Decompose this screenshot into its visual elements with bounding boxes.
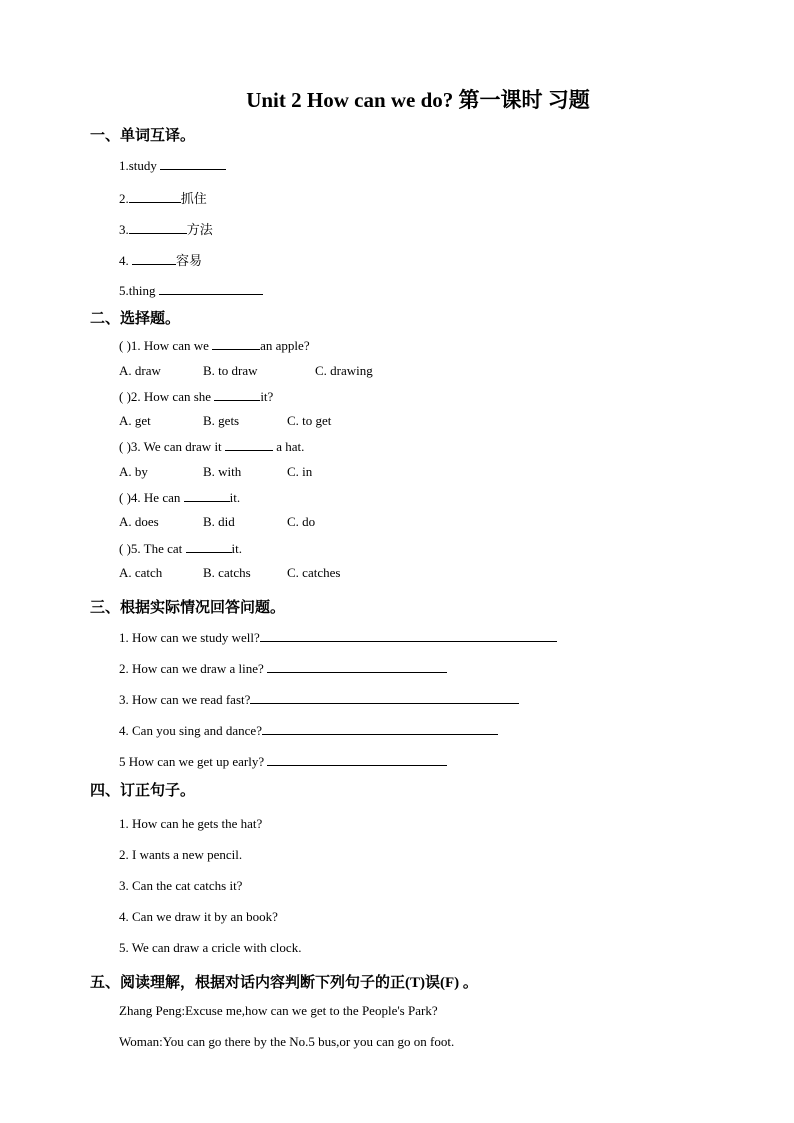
vocab-item-3-num: 3.: [119, 222, 129, 237]
question-4-tail: it.: [229, 490, 241, 505]
correction-item: 4. Can we draw it by an book?: [119, 909, 278, 924]
dialogue-line-2: Woman:You can go there by the No.5 bus,or you can go on foot.: [119, 1034, 455, 1049]
question-4: [119, 489, 240, 506]
answer-blank[interactable]: [267, 660, 447, 673]
answer-question-3-text: 3. How can we read fast?: [119, 692, 251, 707]
option-a[interactable]: A. catch: [119, 565, 163, 580]
answer-blank[interactable]: [160, 157, 226, 170]
answer-question-1-text: 1. How can we study well?: [119, 630, 260, 645]
answer-question-4: [119, 722, 498, 739]
option-c[interactable]: C. in: [287, 464, 313, 479]
question-1-stem: ( )1. How can we: [119, 338, 213, 353]
vocab-item-2: [119, 188, 207, 207]
vocab-item-4-text: 容易: [176, 253, 203, 268]
answer-question-1: [119, 629, 557, 646]
answer-blank[interactable]: [129, 221, 187, 234]
answer-blank[interactable]: [186, 540, 232, 553]
question-5: [119, 540, 242, 557]
section-1-heading: 一、单词互译。: [90, 128, 196, 144]
question-2-stem: ( )2. How can she: [119, 389, 215, 404]
answer-question-2-text: 2. How can we draw a line?: [119, 661, 267, 676]
answer-blank[interactable]: [212, 337, 260, 350]
page-title: Unit 2 How can we do? 第一课时 习题: [246, 88, 590, 112]
answer-blank[interactable]: [129, 190, 181, 203]
vocab-item-1-text: 1.study: [119, 158, 161, 173]
question-3: [119, 438, 304, 455]
option-b[interactable]: B. catchs: [203, 565, 251, 580]
vocab-item-3: [119, 219, 213, 238]
option-b[interactable]: B. with: [203, 464, 242, 479]
question-5-stem: ( )5. The cat: [119, 541, 186, 556]
vocab-item-5: [119, 282, 263, 299]
option-a[interactable]: A. get: [119, 413, 151, 428]
option-a[interactable]: A. by: [119, 464, 148, 479]
question-5-tail: it.: [231, 541, 243, 556]
answer-blank[interactable]: [132, 252, 176, 265]
option-a[interactable]: A. does: [119, 514, 159, 529]
vocab-item-2-num: 2.: [119, 191, 129, 206]
answer-blank[interactable]: [225, 438, 273, 451]
option-c[interactable]: C. do: [287, 514, 316, 529]
answer-question-5-text: 5 How can we get up early?: [119, 754, 268, 769]
option-a[interactable]: A. draw: [119, 363, 161, 378]
answer-blank[interactable]: [250, 691, 519, 704]
option-c[interactable]: C. drawing: [315, 363, 373, 378]
correction-item: 5. We can draw a cricle with clock.: [119, 940, 302, 955]
section-3-heading: 三、根据实际情况回答问题。: [90, 600, 286, 616]
option-c[interactable]: C. catches: [287, 565, 341, 580]
question-1-tail: an apple?: [260, 338, 310, 353]
correction-item: 1. How can he gets the hat?: [119, 816, 263, 831]
vocab-item-5-text: 5.thing: [119, 283, 159, 298]
option-b[interactable]: B. to draw: [203, 363, 258, 378]
option-b[interactable]: B. gets: [203, 413, 240, 428]
answer-blank[interactable]: [267, 753, 447, 766]
answer-blank[interactable]: [214, 388, 260, 401]
vocab-item-1: [119, 157, 226, 174]
dialogue-line-1: Zhang Peng:Excuse me,how can we get to the People's Park?: [119, 1003, 438, 1018]
answer-blank[interactable]: [184, 489, 230, 502]
answer-blank[interactable]: [260, 629, 557, 642]
option-b[interactable]: B. did: [203, 514, 235, 529]
answer-blank[interactable]: [262, 722, 498, 735]
correction-item: 2. I wants a new pencil.: [119, 847, 243, 862]
correction-item: 3. Can the cat catchs it?: [119, 878, 243, 893]
question-3-tail: a hat.: [272, 439, 305, 454]
question-4-stem: ( )4. He can: [119, 490, 184, 505]
answer-question-2: [119, 660, 447, 677]
vocab-item-2-text: 抓住: [180, 191, 207, 206]
answer-blank[interactable]: [159, 282, 263, 295]
question-1: [119, 337, 310, 354]
vocab-item-4-num: 4.: [119, 253, 132, 268]
question-2-tail: it?: [260, 389, 274, 404]
section-2-heading: 二、选择题。: [90, 311, 181, 327]
vocab-item-4: [119, 250, 202, 269]
question-2: [119, 388, 273, 405]
question-3-stem: ( )3. We can draw it: [119, 439, 225, 454]
answer-question-4-text: 4. Can you sing and dance?: [119, 723, 262, 738]
section-4-heading: 四、订正句子。: [90, 783, 196, 799]
answer-question-5: [119, 753, 447, 770]
option-c[interactable]: C. to get: [287, 413, 332, 428]
vocab-item-3-text: 方法: [186, 222, 213, 237]
section-5-heading: 五、阅读理解，根据对话内容判断下列句子的正(T)误(F) 。: [90, 975, 478, 991]
answer-question-3: [119, 691, 519, 708]
